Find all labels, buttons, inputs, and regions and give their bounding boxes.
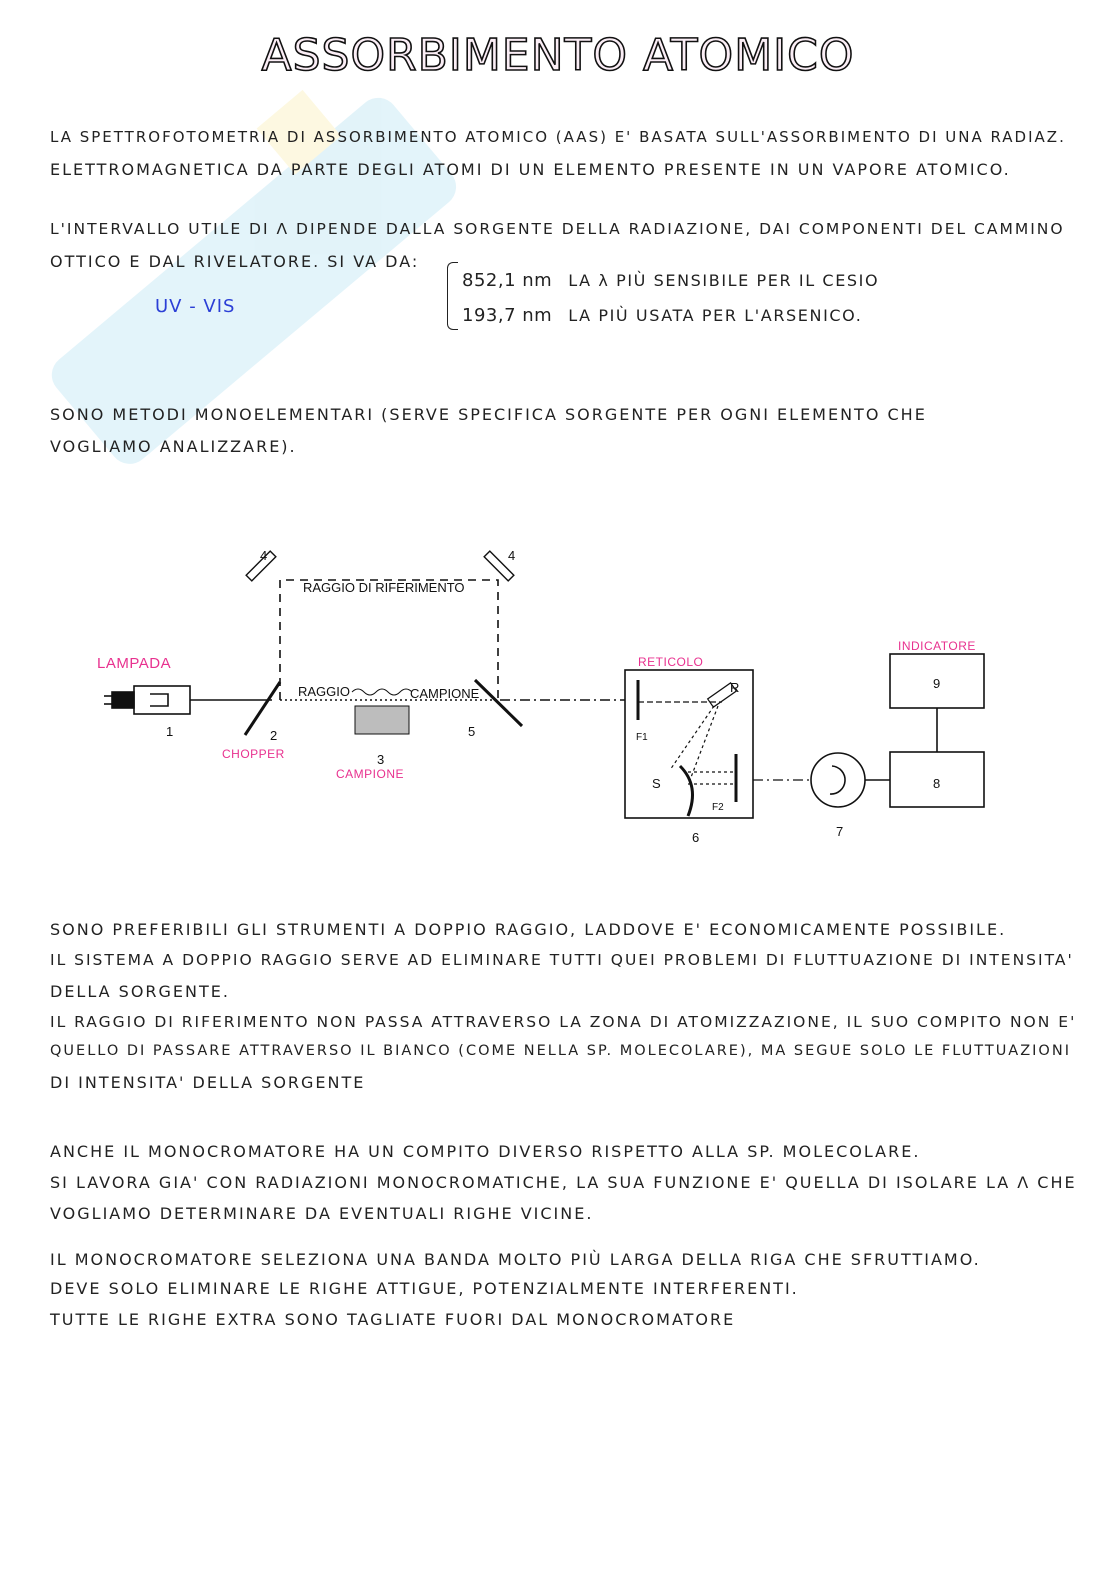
detector-icon: [811, 753, 865, 807]
range-text: LA λ PIÙ SENSIBILE PER IL CESIO: [568, 271, 880, 290]
paragraph1-line-1: SONO PREFERIBILI GLI STRUMENTI A DOPPIO RAGGIO, LADDOVE E' ECONOMICAMENTE POSSIBILE.: [50, 920, 1007, 939]
range-line-2: [462, 305, 862, 326]
mirror-icon: [246, 551, 514, 581]
sample-cell-icon: [352, 689, 412, 734]
paragraph1-line-6: DI INTENSITA' DELLA SORGENTE: [50, 1073, 366, 1092]
paragraph1-line-4: IL RAGGIO DI RIFERIMENTO NON PASSA ATTRAVERSO LA ZONA DI ATOMIZZAZIONE, IL SUO COMPITO NON E': [50, 1013, 1077, 1031]
paragraph1-line-3: DELLA SORGENTE.: [50, 982, 230, 1001]
label-6: 6: [692, 830, 700, 845]
label-F2: F2: [712, 802, 724, 813]
label-4b: 4: [508, 548, 516, 563]
lamp-icon: [104, 686, 190, 714]
interval-line-2: OTTICO E DAL RIVELATORE. SI VA DA:: [50, 252, 420, 271]
paragraph3-line-1: IL MONOCROMATORE SELEZIONA UNA BANDA MOLTO PIÙ LARGA DELLA RIGA CHE SFRUTTIAMO.: [50, 1250, 981, 1269]
paragraph2-line-2: SI LAVORA GIA' CON RADIAZIONI MONOCROMATICHE, LA SUA FUNZIONE E' QUELLA DI ISOLARE LA Λ CHE: [50, 1173, 1077, 1192]
paragraph1-line-5: QUELLO DI PASSARE ATTRAVERSO IL BIANCO (COME NELLA SP. MOLECOLARE), MA SEGUE SOLO LE FLUTTUAZIONI: [50, 1043, 1071, 1059]
indicatore-label: INDICATORE: [898, 639, 976, 653]
intro-line-2: ELETTROMAGNETICA DA PARTE DEGLI ATOMI DI UN ELEMENTO PRESENTE IN UN VAPORE ATOMICO.: [50, 160, 1011, 179]
range-line-1: [462, 270, 879, 291]
label-F1: F1: [636, 732, 648, 743]
campione-label: CAMPIONE: [336, 767, 405, 781]
aas-instrument-diagram: [90, 540, 1010, 850]
label-5: 5: [468, 724, 476, 739]
label-2: 2: [270, 728, 278, 743]
label-7: 7: [836, 824, 844, 839]
chopper-label: CHOPPER: [222, 747, 285, 761]
label-S: S: [652, 776, 661, 791]
range-brace: [447, 262, 458, 330]
mono-line-2: VOGLIAMO ANALIZZARE).: [50, 437, 297, 456]
paragraph2-line-1: ANCHE IL MONOCROMATORE HA UN COMPITO DIVERSO RISPETTO ALLA SP. MOLECOLARE.: [50, 1142, 921, 1161]
label-4a: 4: [260, 548, 268, 563]
label-R: R: [730, 680, 740, 695]
page-title: ASSORBIMENTO ATOMICO: [261, 30, 855, 81]
sample-beam-label-left: RAGGIO: [298, 684, 351, 699]
paragraph3-line-3: TUTTE LE RIGHE EXTRA SONO TAGLIATE FUORI DAL MONOCROMATORE: [50, 1310, 736, 1329]
interval-line-1: L'INTERVALLO UTILE DI Λ DIPENDE DALLA SORGENTE DELLA RADIAZIONE, DAI COMPONENTI DEL CAMMINO: [50, 220, 1065, 238]
paragraph2-line-3: VOGLIAMO DETERMINARE DA EVENTUALI RIGHE VICINE.: [50, 1204, 594, 1223]
range-text: LA PIÙ USATA PER L'ARSENICO.: [568, 306, 863, 325]
reticolo-label: RETICOLO: [638, 655, 704, 669]
paragraph1-line-2: IL SISTEMA A DOPPIO RAGGIO SERVE AD ELIMINARE TUTTI QUEI PROBLEMI DI FLUTTUAZIONE DI INTENSITA': [50, 951, 1074, 969]
label-9: 9: [933, 676, 941, 691]
mono-line-1: SONO METODI MONOELEMENTARI (SERVE SPECIFICA SORGENTE PER OGNI ELEMENTO CHE: [50, 405, 927, 424]
range-value: 193,7 nm: [462, 305, 553, 326]
paragraph3-line-2: DEVE SOLO ELIMINARE LE RIGHE ATTIGUE, POTENZIALMENTE INTERFERENTI.: [50, 1279, 799, 1298]
range-value: 852,1 nm: [462, 270, 553, 291]
beam-combiner-icon: [475, 680, 522, 726]
sample-beam-label-right: CAMPIONE: [410, 686, 480, 701]
label-1: 1: [166, 724, 174, 739]
intro-line-1: LA SPETTROFOTOMETRIA DI ASSORBIMENTO ATOMICO (AAS) E' BASATA SULL'ASSORBIMENTO DI UNA RADIAZ.: [50, 128, 1066, 146]
reference-beam-label: RAGGIO DI RIFERIMENTO: [303, 580, 465, 595]
label-3: 3: [377, 752, 385, 767]
label-8: 8: [933, 776, 941, 791]
uv-vis-label: UV - VIS: [155, 296, 236, 317]
lampada-label: LAMPADA: [97, 655, 172, 672]
